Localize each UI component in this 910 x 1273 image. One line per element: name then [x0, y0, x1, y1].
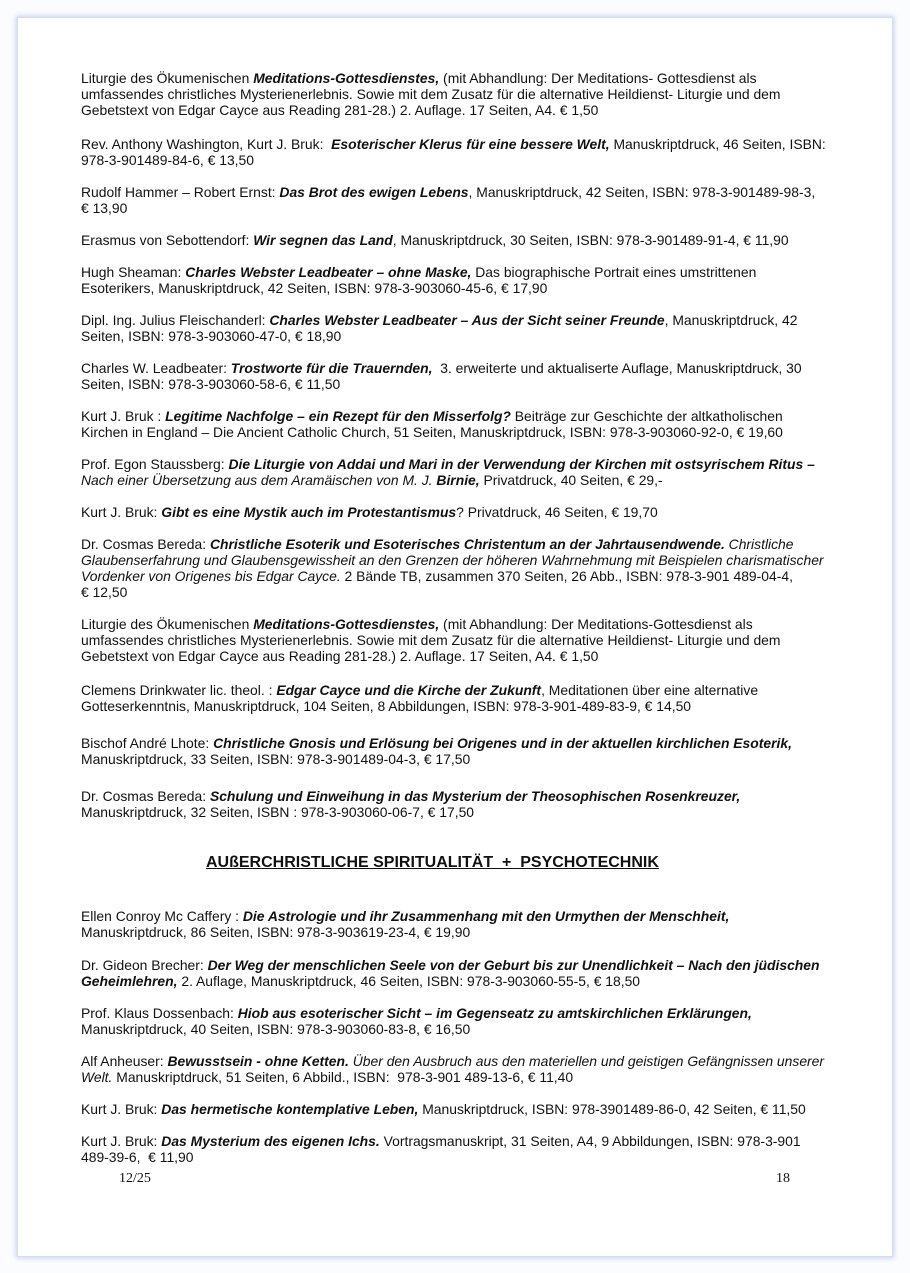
entry-text: Gebetstext von Edgar Cayce aus Reading 281-28.) 2. Auflage. 17 Seiten, A4. € 1,50: [81, 102, 599, 118]
entry-text: Manuskriptdruck, 51 Seiten, 6 Abbild., ISBN: 978-3-901 489-13-6, € 11,40: [112, 1069, 574, 1085]
catalog-entry: [81, 908, 871, 940]
catalog-entry: [81, 184, 871, 216]
book-title: Das Mysterium des eigenen Ichs.: [161, 1133, 380, 1149]
entry-text: Manuskriptdruck, 86 Seiten, ISBN: 978-3-903619-23-4, € 19,90: [81, 924, 471, 940]
entry-text: , Manuskriptdruck, 42: [664, 312, 798, 328]
book-title: Esoterischer Klerus für eine bessere Welt,: [331, 136, 610, 152]
entry-text: Ellen Conroy Mc Caffery :: [81, 908, 243, 924]
catalog-entry: [81, 788, 871, 820]
entry-text: Manuskriptdruck, 32 Seiten, ISBN : 978-3-903060-06-7, € 17,50: [81, 804, 475, 820]
page-number: 18: [776, 1171, 790, 1186]
entry-line: [81, 232, 871, 248]
entry-line: [81, 584, 871, 600]
book-title: Die Liturgie von Addai und Mari in der Verwendung der Kirchen mit ostsyrischem Ritus –: [228, 456, 815, 472]
entry-text: Seiten, ISBN: 978-3-903060-58-6, € 11,50: [81, 376, 341, 392]
entry-text: , Manuskriptdruck, 30 Seiten, ISBN: 978-3-901489-91-4, € 11,90: [392, 232, 789, 248]
entry-line: [81, 536, 871, 552]
entry-line: [81, 264, 871, 280]
entry-text: Kurt J. Bruk :: [81, 408, 166, 424]
catalog-content: [81, 70, 871, 1181]
entry-text: (mit Abhandlung: Der Meditations-Gottesdienst als: [439, 616, 753, 632]
entry-line: [81, 632, 871, 648]
catalog-entry: [81, 1005, 871, 1037]
book-title: Gibt es eine Mystik auch im Protestantismus: [161, 504, 457, 520]
entry-line: [81, 86, 871, 102]
entry-text: Kirchen in England – Die Ancient Catholic Church, 51 Seiten, Manuskriptdruck, ISBN: 978-3-903060-92-0, € 19,60: [81, 424, 783, 440]
entry-text: Prof. Egon Staussberg:: [81, 456, 229, 472]
catalog-entry: [81, 1053, 871, 1085]
book-title: Legitime Nachfolge – ein Rezept für den Misserfolg?: [165, 408, 511, 424]
catalog-entry: [81, 360, 871, 392]
entry-line: [81, 568, 871, 584]
entry-text: , Manuskriptdruck, 42 Seiten, ISBN: 978-3-901489-98-3,: [468, 184, 816, 200]
entry-line: [81, 804, 871, 820]
page-footer-date: 12/25: [119, 1171, 151, 1186]
entry-line: [81, 408, 871, 424]
entry-line: [81, 280, 871, 296]
entry-line: [81, 1149, 871, 1165]
entry-line: [81, 184, 871, 200]
book-title: Edgar Cayce und die Kirche der Zukunft: [276, 682, 542, 698]
entry-text: Manuskriptdruck, 40 Seiten, ISBN: 978-3-903060-83-8, € 16,50: [81, 1021, 471, 1037]
entry-line: [81, 424, 871, 440]
entry-line: [81, 924, 871, 940]
book-title: Geheimlehren,: [81, 973, 178, 989]
entry-line: [81, 360, 871, 376]
entry-text: Vortragsmanuskript, 31 Seiten, A4, 9 Abbildungen, ISBN: 978-3-901: [379, 1133, 801, 1149]
book-title: Das Brot des ewigen Lebens: [279, 184, 469, 200]
entry-text: (mit Abhandlung: Der Meditations- Gottesdienst als: [439, 70, 757, 86]
entry-text: Gebetstext von Edgar Cayce aus Reading 281-28.) 2. Auflage. 17 Seiten, A4. € 1,50: [81, 648, 599, 664]
entry-line: [81, 312, 871, 328]
entry-text: € 12,50: [81, 584, 128, 600]
entry-text: Charles W. Leadbeater:: [81, 360, 231, 376]
catalog-entry: [81, 456, 871, 488]
book-title: Christliche Gnosis und Erlösung bei Origenes und in der aktuellen kirchlichen Esoterik,: [213, 735, 792, 751]
entry-text: Rudolf Hammer – Robert Ernst:: [81, 184, 280, 200]
subtitle-text: Glaubenserfahrung und Glaubensgewissheit an den Grenzen der höheren Wahrnehmung mit Beispielen charismatischer: [81, 552, 824, 568]
subtitle-text: Nach einer Übersetzung aus dem Aramäischen von M. J.: [81, 472, 437, 488]
entry-text: 978-3-901489-84-6, € 13,50: [81, 152, 254, 168]
entry-line: [81, 682, 871, 698]
entry-text: Clemens Drinkwater lic. theol. :: [81, 682, 277, 698]
entry-text: Dr. Cosmas Bereda:: [81, 788, 210, 804]
entry-line: [81, 102, 871, 118]
subtitle-text: Welt.: [81, 1069, 113, 1085]
catalog-section-spirituality: [81, 855, 871, 1165]
entry-line: [81, 1069, 871, 1085]
book-title: Meditations-Gottesdienstes,: [253, 616, 440, 632]
entry-line: [81, 552, 871, 568]
entry-line: [81, 1101, 871, 1117]
entry-text: Dr. Gideon Brecher:: [81, 957, 208, 973]
book-title: Bewusstsein - ohne Ketten.: [167, 1053, 349, 1069]
catalog-entry: [81, 232, 871, 248]
entry-text: Seiten, ISBN: 978-3-903060-47-0, € 18,90: [81, 328, 342, 344]
entry-line: [81, 788, 871, 804]
entry-line: [81, 957, 871, 973]
subtitle-text: Über den Ausbruch aus den materiellen und geistigen Gefängnissen unserer: [348, 1053, 825, 1069]
catalog-entry: [81, 616, 871, 664]
entry-line: [81, 472, 871, 488]
catalog-section-christian: [81, 70, 871, 820]
book-title: Das hermetische kontemplative Leben,: [161, 1101, 419, 1117]
catalog-entry: [81, 408, 871, 440]
catalog-entry: [81, 1133, 871, 1165]
entry-line: [81, 1021, 871, 1037]
entry-text: Kurt J. Bruk:: [81, 1133, 162, 1149]
entry-line: [81, 376, 871, 392]
entry-line: [81, 908, 871, 924]
catalog-entry: [81, 312, 871, 344]
catalog-entry: [81, 735, 871, 767]
book-title: Charles Webster Leadbeater – Aus der Sicht seiner Freunde: [269, 312, 665, 328]
entry-text: 489-39-6, € 11,90: [81, 1149, 194, 1165]
entry-line: [81, 200, 871, 216]
entry-text: Manuskriptdruck, ISBN: 978-3901489-86-0, 42 Seiten, € 11,50: [418, 1101, 806, 1117]
entry-text: Gotteserkenntnis, Manuskriptdruck, 104 Seiten, 8 Abbildungen, ISBN: 978-3-901-489-83-9, € 14,50: [81, 698, 692, 714]
entry-text: 2 Bände TB, zusammen 370 Seiten, 26 Abb., ISBN: 978-3-901 489-04-4,: [340, 568, 793, 584]
entry-line: [81, 1053, 871, 1069]
entry-text: Kurt J. Bruk:: [81, 504, 162, 520]
entry-text: € 13,90: [81, 200, 128, 216]
entry-text: Beiträge zur Geschichte der altkatholischen: [510, 408, 783, 424]
book-title: Wir segnen das Land: [253, 232, 393, 248]
entry-text: Privatdruck, 40 Seiten, € 29,-: [479, 472, 663, 488]
entry-text: Prof. Klaus Dossenbach:: [81, 1005, 238, 1021]
entry-text: Bischof André Lhote:: [81, 735, 214, 751]
entry-text: ? Privatdruck, 46 Seiten, € 19,70: [456, 504, 658, 520]
entry-line: [81, 152, 871, 168]
entry-text: Esoterikers, Manuskriptdruck, 42 Seiten, ISBN: 978-3-903060-45-6, € 17,90: [81, 280, 548, 296]
entry-text: Manuskriptdruck, 33 Seiten, ISBN: 978-3-901489-04-3, € 17,50: [81, 751, 471, 767]
entry-line: [81, 1005, 871, 1021]
entry-text: Dipl. Ing. Julius Fleischanderl:: [81, 312, 270, 328]
book-title: Birnie,: [436, 472, 480, 488]
entry-line: [81, 328, 871, 344]
book-title: Der Weg der menschlichen Seele von der Geburt bis zur Unendlichkeit – Nach den jüdischen: [207, 957, 820, 973]
entry-line: [81, 973, 871, 989]
catalog-entry: [81, 682, 871, 714]
entry-text: Alf Anheuser:: [81, 1053, 168, 1069]
catalog-entry: [81, 136, 871, 168]
book-title: Christliche Esoterik und Esoterisches Christentum an der Jahrtausendwende.: [209, 536, 725, 552]
entry-list: [81, 70, 871, 820]
entry-text: , Meditationen über eine alternative: [541, 682, 759, 698]
catalog-entry: [81, 70, 871, 118]
catalog-entry: [81, 264, 871, 296]
book-title: Hiob aus esoterischer Sicht – im Gegenseatz zu amtskirchlichen Erklärungen,: [237, 1005, 752, 1021]
subtitle-text: Vordenker von Origenes bis Edgar Cayce.: [81, 568, 341, 584]
entry-text: Liturgie des Ökumenischen: [81, 616, 254, 632]
entry-text: Das biographische Portrait eines umstrittenen: [471, 264, 757, 280]
document-page: [17, 17, 893, 1257]
book-title: Meditations-Gottesdienstes,: [253, 70, 440, 86]
section-heading: AUßERCHRISTLICHE SPIRITUALITÄT + PSYCHOTECHNIK: [206, 854, 659, 871]
entry-text: Rev. Anthony Washington, Kurt J. Bruk:: [81, 136, 332, 152]
entry-text: Liturgie des Ökumenischen: [81, 70, 254, 86]
entry-line: [81, 456, 871, 472]
entry-line: [81, 70, 871, 86]
entry-line: [81, 648, 871, 664]
entry-line: [81, 751, 871, 767]
catalog-entry: [81, 957, 871, 989]
book-title: Trostworte für die Trauernden,: [230, 360, 433, 376]
entry-text: Kurt J. Bruk:: [81, 1101, 162, 1117]
entry-text: 3. erweiterte und aktualiserte Auflage, Manuskriptdruck, 30: [432, 360, 802, 376]
entry-text: umfassendes christliches Mysterienerlebnis. Sowie mit dem Zusatz für die alternative Heildienst- Liturgie und dem: [81, 632, 781, 648]
entry-line: [81, 735, 871, 751]
entry-text: Erasmus von Sebottendorf:: [81, 232, 254, 248]
catalog-entry: [81, 1101, 871, 1117]
entry-line: [81, 1133, 871, 1149]
entry-line: [81, 616, 871, 632]
entry-text: Dr. Cosmas Bereda:: [81, 536, 210, 552]
book-title: Charles Webster Leadbeater – ohne Maske,: [185, 264, 472, 280]
entry-text: Manuskriptdruck, 46 Seiten, ISBN:: [609, 136, 826, 152]
entry-text: umfassendes christliches Mysterienerlebnis. Sowie mit dem Zusatz für die alternative Heildienst- Liturgie und dem: [81, 86, 781, 102]
book-title: Die Astrologie und ihr Zusammenhang mit den Urmythen der Menschheit,: [242, 908, 730, 924]
book-title: Schulung und Einweihung in das Mysterium der Theosophischen Rosenkreuzer,: [209, 788, 741, 804]
entry-line: [81, 136, 871, 152]
entry-text: 2. Auflage, Manuskriptdruck, 46 Seiten, ISBN: 978-3-903060-55-5, € 18,50: [177, 973, 641, 989]
subtitle-text: Christliche: [724, 536, 794, 552]
catalog-entry: [81, 536, 871, 600]
entry-text: Hugh Sheaman:: [81, 264, 186, 280]
entry-line: [81, 698, 871, 714]
entry-list: [81, 908, 871, 1165]
entry-line: [81, 504, 871, 520]
catalog-entry: [81, 504, 871, 520]
